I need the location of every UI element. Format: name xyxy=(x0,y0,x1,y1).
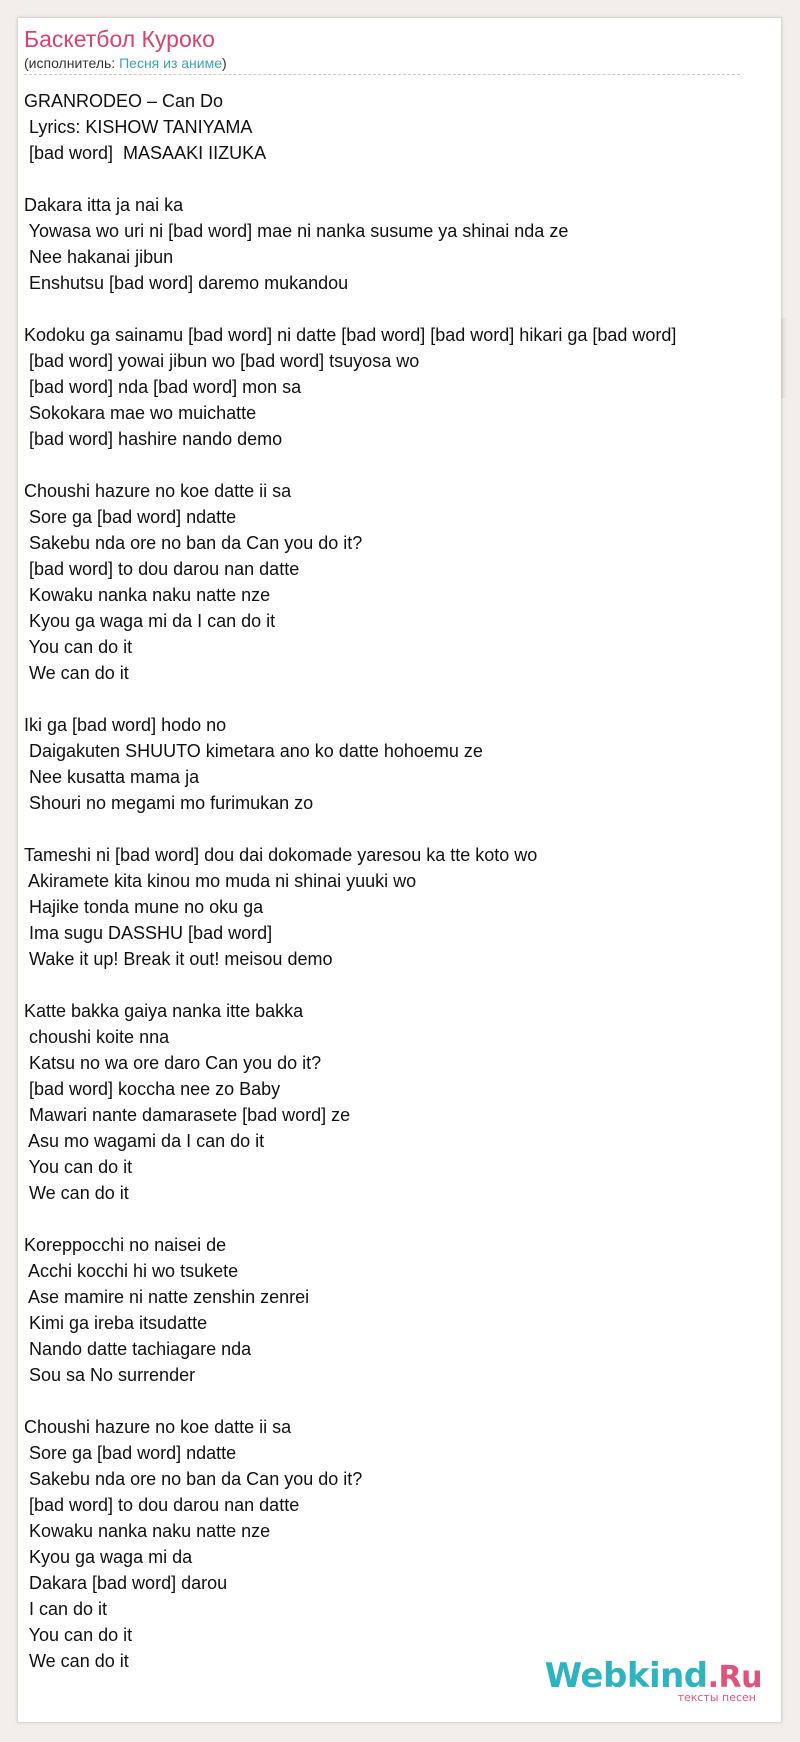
lyric-line: [bad word] to dou darou nan datte xyxy=(24,559,300,579)
lyric-line: We can do it xyxy=(24,663,129,683)
lyric-line: We can do it xyxy=(24,1651,129,1671)
lyric-line: Ase mamire ni natte zenshin zenrei xyxy=(24,1287,310,1307)
lyric-line: Dakara itta ja nai ka xyxy=(24,195,184,215)
logo-tagline: тексты песен xyxy=(677,1691,756,1704)
edge-shadow xyxy=(781,318,788,398)
stanza-break xyxy=(24,686,764,712)
lyric-line: Sou sa No surrender xyxy=(24,1365,196,1385)
lyric-line: Koreppocchi no naisei de xyxy=(24,1235,227,1255)
song-header xyxy=(24,24,739,72)
artist-suffix: ) xyxy=(222,55,227,71)
stanza-break xyxy=(24,296,764,322)
artist-line xyxy=(24,54,739,72)
logo-tld: .Ru xyxy=(707,1660,762,1695)
lyric-line: Wake it up! Break it out! meisou demo xyxy=(24,949,333,969)
lyric-line: Nee kusatta mama ja xyxy=(24,767,200,787)
lyric-line: Nando datte tachiagare nda xyxy=(24,1339,252,1359)
lyric-line: Choushi hazure no koe datte ii sa xyxy=(24,1417,292,1437)
lyric-line: Sakebu nda ore no ban da Can you do it? xyxy=(24,1469,363,1489)
lyric-line: Kyou ga waga mi da I can do it xyxy=(24,611,276,631)
stanza-break xyxy=(24,972,764,998)
lyric-line: Lyrics: KISHOW TANIYAMA xyxy=(24,117,253,137)
lyric-line: Mawari nante damarasete [bad word] ze xyxy=(24,1105,351,1125)
lyric-line: GRANRODEO – Can Do xyxy=(24,91,224,111)
lyric-line: Sore ga [bad word] ndatte xyxy=(24,1443,237,1463)
lyric-line: Choushi hazure no koe datte ii sa xyxy=(24,481,292,501)
lyric-line: Dakara [bad word] darou xyxy=(24,1573,228,1593)
lyric-line: Kyou ga waga mi da xyxy=(24,1547,193,1567)
lyric-line: Daigakuten SHUUTO kimetara ano ko datte hohoemu ze xyxy=(24,741,483,761)
lyric-line: Nee hakanai jibun xyxy=(24,247,174,267)
artist-prefix: (исполнитель: xyxy=(24,55,120,71)
lyric-line: [bad word] to dou darou nan datte xyxy=(24,1495,300,1515)
stanza-break xyxy=(24,1388,764,1414)
stanza-break xyxy=(24,816,764,842)
song-title: Баскетбол Куроко xyxy=(24,26,215,52)
lyric-line: Kimi ga ireba itsudatte xyxy=(24,1313,208,1333)
lyric-line: We can do it xyxy=(24,1183,129,1203)
lyric-line: [bad word] nda [bad word] mon sa xyxy=(24,377,302,397)
lyric-line: Katte bakka gaiya nanka itte bakka xyxy=(24,1001,304,1021)
lyric-line: choushi koite nna xyxy=(24,1027,170,1047)
lyric-line: Katsu no wa ore daro Can you do it? xyxy=(24,1053,322,1073)
lyric-line: Kowaku nanka naku natte nze xyxy=(24,585,271,605)
lyric-line: Iki ga [bad word] hodo no xyxy=(24,715,227,735)
lyric-line: [bad word] yowai jibun wo [bad word] tsuyosa wo xyxy=(24,351,420,371)
logo-wordmark xyxy=(544,1656,762,1696)
lyric-line: Acchi kocchi hi wo tsukete xyxy=(24,1261,239,1281)
lyric-line: Asu mo wagami da I can do it xyxy=(24,1131,265,1151)
site-logo[interactable] xyxy=(544,1656,762,1704)
lyric-line: Ima sugu DASSHU [bad word] xyxy=(24,923,273,943)
header-divider xyxy=(24,74,740,75)
lyric-line: You can do it xyxy=(24,1625,133,1645)
stanza-break xyxy=(24,1206,764,1232)
lyric-line: [bad word] MASAAKI IIZUKA xyxy=(24,143,267,163)
lyric-line: Yowasa wo uri ni [bad word] mae ni nanka susume ya shinai nda ze xyxy=(24,221,569,241)
stanza-break xyxy=(24,452,764,478)
lyric-line: [bad word] koccha nee zo Baby xyxy=(24,1079,281,1099)
lyric-line: Hajike tonda mune no oku ga xyxy=(24,897,264,917)
lyric-line: Kodoku ga sainamu [bad word] ni datte [bad word] [bad word] hikari ga [bad word] xyxy=(24,325,677,345)
artist-link[interactable]: Песня из аниме xyxy=(119,55,223,71)
lyric-line: [bad word] hashire nando demo xyxy=(24,429,283,449)
lyric-line: You can do it xyxy=(24,1157,133,1177)
lyrics-body xyxy=(24,88,764,1674)
lyric-line: Sore ga [bad word] ndatte xyxy=(24,507,237,527)
logo-main-text: Webkind xyxy=(544,1656,708,1696)
lyric-line: Shouri no megami mo furimukan zo xyxy=(24,793,314,813)
stanza-break xyxy=(24,166,764,192)
lyric-line: Tameshi ni [bad word] dou dai dokomade yaresou ka tte koto wo xyxy=(24,845,538,865)
lyric-line: Enshutsu [bad word] daremo mukandou xyxy=(24,273,349,293)
lyric-line: Kowaku nanka naku natte nze xyxy=(24,1521,271,1541)
lyric-line: Sakebu nda ore no ban da Can you do it? xyxy=(24,533,363,553)
lyric-line: I can do it xyxy=(24,1599,108,1619)
lyric-line: Akiramete kita kinou mo muda ni shinai yuuki wo xyxy=(24,871,417,891)
lyric-line: Sokokara mae wo muichatte xyxy=(24,403,257,423)
lyric-line: You can do it xyxy=(24,637,133,657)
